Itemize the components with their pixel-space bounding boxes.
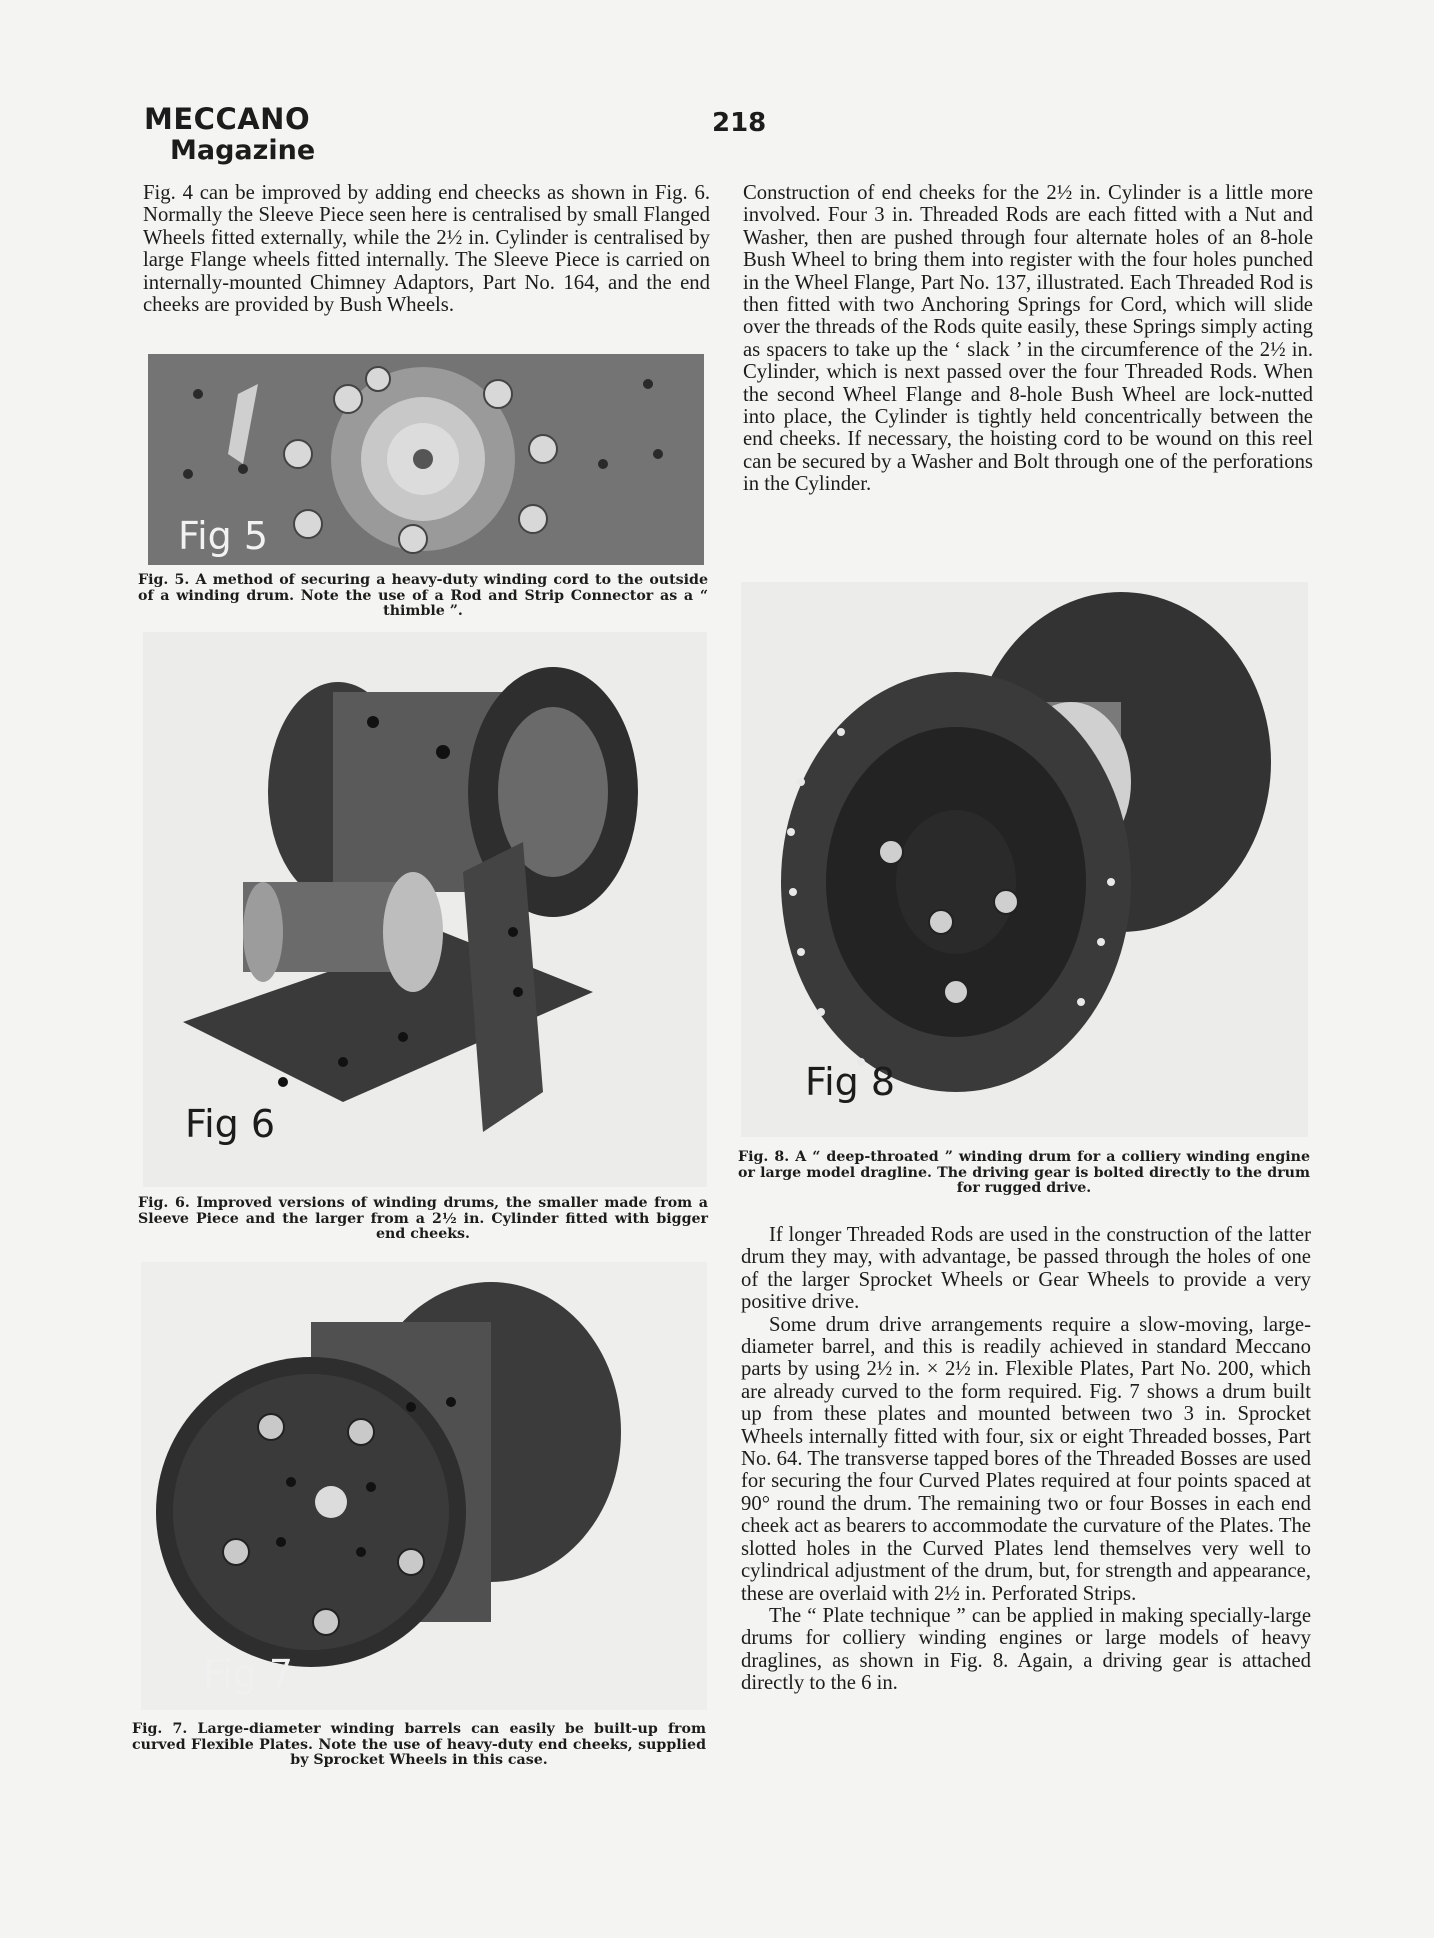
fig8-label: Fig 8 [805, 1060, 896, 1104]
fig6-label: Fig 6 [185, 1102, 276, 1146]
masthead-title: MECCANO [144, 102, 311, 136]
fig7-illustration [141, 1262, 707, 1710]
fig6-caption: Fig. 6. Improved versions of winding drums, the smaller made from a Sleeve Piece and the larger from a 2½ in. Cylinder fitted with bigger end cheeks. [138, 1195, 708, 1242]
fig5-photo [148, 354, 704, 565]
masthead-subtitle: Magazine [170, 135, 316, 166]
fig5-label: Fig 5 [178, 514, 269, 558]
body-paragraph-3: The “ Plate technique ” can be applied in making specially-large drums for colliery winding engines or large models of heavy draglines, as shown in Fig. 8. Again, a driving gear is attached directly to the 6 in. [741, 1604, 1311, 1695]
fig8-photo [741, 582, 1308, 1137]
right-intro-text [743, 182, 1313, 496]
fig5-caption: Fig. 5. A method of securing a heavy-duty winding cord to the outside of a winding drum. Note the use of a Rod and Strip Connector as a “ thimble ”. [138, 572, 708, 619]
body-paragraph-1: If longer Threaded Rods are used in the construction of the latter drum they may, with advantage, be passed through the holes of one of the larger Sprocket Wheels or Gear Wheels to provide a very positive drive. [741, 1224, 1311, 1314]
left-intro-paragraph: Fig. 4 can be improved by adding end cheecks as shown in Fig. 6. Normally the Sleeve Piece seen here is centralised by small Flanged Wheels fitted externally, while the 2½ in. Cylinder is centralised by large Flange wheels fitted internally. The Sleeve Piece is carried on internally-mounted Chimney Adaptors, Part No. 164, and the end cheeks are provided by Bush Wheels. [143, 182, 710, 317]
page-number: 218 [712, 108, 767, 138]
fig8-caption: Fig. 8. A “ deep-throated ” winding drum for a colliery winding engine or large model dragline. The driving gear is bolted directly to the drum for rugged drive. [738, 1149, 1310, 1196]
right-body-text [741, 1224, 1311, 1695]
fig6-photo [143, 632, 707, 1187]
left-intro-text [143, 182, 710, 316]
fig7-photo [141, 1262, 707, 1710]
body-paragraph-2: Some drum drive arrangements require a slow-moving, large-diameter barrel, and this is readily achieved in standard Meccano parts by using 2½ in. × 2½ in. Flexible Plates, Part No. 200, which are already curved to the form required. Fig. 7 shows a drum built up from these plates and mounted between two 3 in. Sprocket Wheels internally fitted with four, six or eight Threaded bosses, Part No. 64. The transverse tapped bores of the Threaded Bosses are used for securing the four Curved Plates required at four points spaced at 90° round the drum. The remaining two or four Bosses in each end cheek act as bearers to accommodate the curvature of the Plates. The slotted holes in the Curved Plates lend themselves very well to cylindrical adjustment of the drum, but, for strength and appearance, these are overlaid with 2½ in. Perforated Strips. [741, 1313, 1311, 1605]
masthead [144, 104, 315, 166]
fig8-illustration [741, 582, 1308, 1137]
fig7-caption: Fig. 7. Large-diameter winding barrels can easily be built-up from curved Flexible Plates. Note the use of heavy-duty end cheeks, supplied by Sprocket Wheels in this case. [132, 1721, 706, 1768]
fig7-label: Fig 7 [203, 1652, 294, 1696]
right-intro-paragraph: Construction of end cheeks for the 2½ in. Cylinder is a little more involved. Four 3 in. Threaded Rods are each fitted with a Nut and Washer, then are pushed through four alternate holes of an 8-hole Bush Wheel to bring them into register with the four holes punched in the Wheel Flange, Part No. 137, illustrated. Each Threaded Rod is then fitted with two Anchoring Springs for Cord, which will slide over the threads of the Rods quite easily, these Springs simply acting as spacers to take up the ‘ slack ’ in the circumference of the 2½ in. Cylinder, which is next passed over the four Threaded Rods. When the second Wheel Flange and 8-hole Bush Wheel are lock-nutted into place, the Cylinder is tightly held concentrically between the end cheeks. If necessary, the hoisting cord to be wound on this reel can be secured by a Washer and Bolt through one of the perforations in the Cylinder. [743, 182, 1313, 496]
